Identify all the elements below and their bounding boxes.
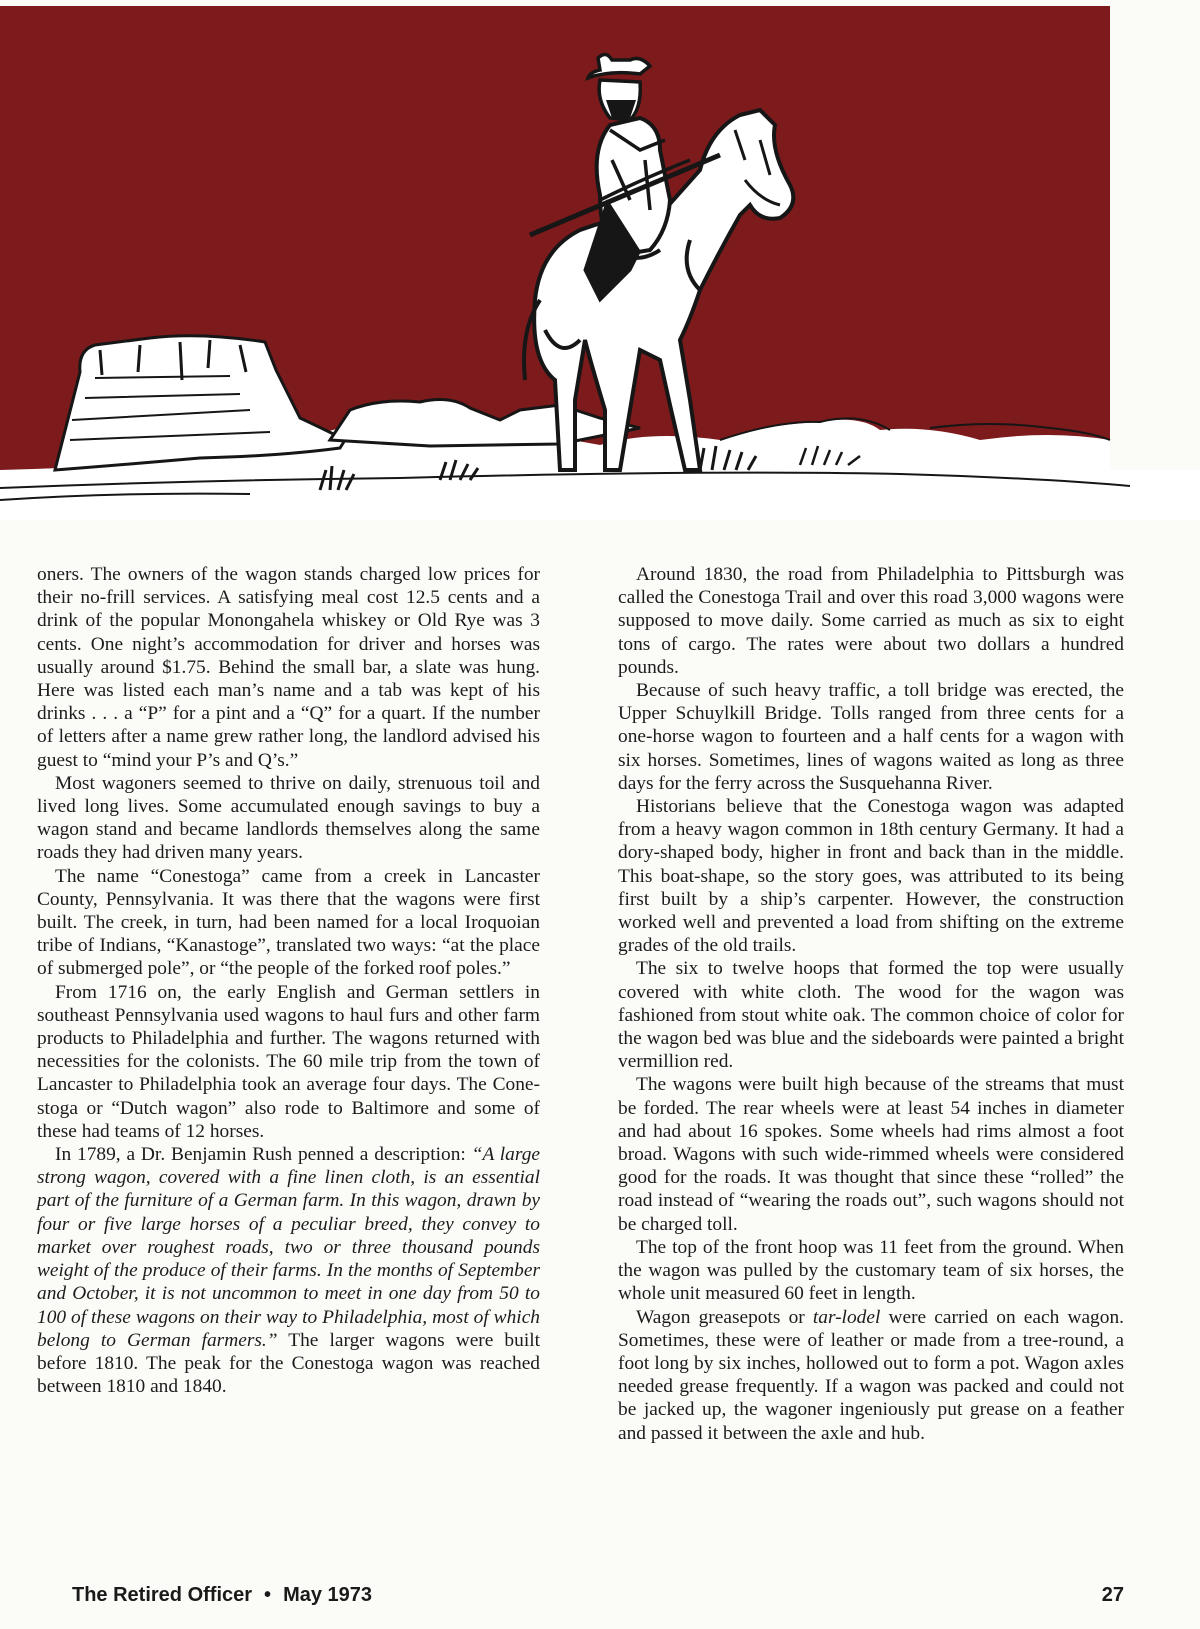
article-column-right (618, 563, 1124, 1445)
article-paragraph (618, 679, 1124, 795)
paragraph-text: Historians believe that the Conestoga wagon was adapted from a heavy wagon common in 18th century Germany. It had a dory-shaped body, higher in front and back than in the middle. This boat-shape, so the story goes, was attributed to its being first built by a ship’s carpenter. However, the construction worked well and prevented a load from shifting on the extreme grades of the old trails. (618, 796, 1124, 957)
paragraph-text: From 1716 on, the early English and German settlers in southeast Pennsylvania used wagons to haul furs and other farm products to Philadelphia and further. The wagons returned with necessities for the colonists. The 60 mile trip from the town of Lancaster to Philadelphia took an average four days. The Conestoga or “Dutch wagon” also rode to Baltimore and some of these had teams of 12 horses. (37, 981, 540, 1142)
italic-text: “A large strong wagon, covered with a fine linen cloth, is an essential part of the furniture of a German farm. In this wagon, drawn by four or five large horses of a peculiar breed, they convey to market over roughest roads, two or three thousand pounds weight of the produce of their farms. In the months of September and October, it is not uncommon to meet in one day from 50 to 100 of these wagons on their way to Philadelphia, most of which belong to German farmers.” (37, 1144, 540, 1351)
issue-date: May 1973 (283, 1584, 373, 1606)
article-paragraph (37, 772, 540, 865)
paragraph-text: The larger wagons were built before 1810. The peak for the Conestoga wagon was reached between 1810 and 1840. (37, 1329, 540, 1398)
footer-publication-line (72, 1584, 372, 1607)
article-paragraph (618, 1306, 1124, 1445)
paragraph-text: The six to twelve hoops that formed the top were usually covered with white cloth. The wood for the wagon was fashioned from stout white oak. The common choice of color for the wagon bed was blue and the sideboards were painted a bright vermillion red. (618, 958, 1124, 1073)
article-column-left (37, 563, 540, 1398)
paragraph-text: Wagon greasepots or (636, 1306, 813, 1328)
article-paragraph (37, 1143, 540, 1398)
article-paragraph (37, 981, 540, 1143)
paragraph-text: The name “Conestoga” came from a creek in Lancaster County, Pennsylvania. It was there that the wagons were first built. The creek, in turn, had been named for a local Iroquoian tribe of Indians, “Kanastoge”, translated two ways: “at the place of submerged pole”, or “the people of the forked roof poles.” (37, 865, 540, 980)
paragraph-text: Around 1830, the road from Philadelphia to Pittsburgh was called the Conestoga Trail and over this road 3,000 wagons were supposed to move daily. Some carried as much as six to eight tons of cargo. The rates were about two dollars a hundred pounds. (618, 564, 1124, 678)
article-paragraph (37, 563, 540, 772)
paragraph-text: The top of the front hoop was 11 feet from the ground. When the wagon was pulled by the customary team of six horses, the whole unit measured 60 feet in length. (618, 1236, 1124, 1305)
article-paragraph (37, 865, 540, 981)
page-number: 27 (1101, 1584, 1124, 1606)
paragraph-text: Most wagoners seemed to thrive on daily, strenuous toil and lived long lives. Some accumulated enough savings to buy a wagon stand and became landlords themselves along the same roads they had driven many years. (37, 772, 540, 864)
article-paragraph (618, 957, 1124, 1073)
paragraph-text: In 1789, a Dr. Benjamin Rush penned a description: (55, 1144, 472, 1166)
article-paragraph (618, 1073, 1124, 1235)
footer-separator: • (264, 1584, 272, 1606)
hero-illustration (0, 0, 1200, 520)
paragraph-text: Because of such heavy traffic, a toll bridge was erected, the Upper Schuylkill Bridge. Tolls ranged from three cents for a one-horse wagon to fourteen and a half cents for a wagon with six horses. Sometimes, lines of wagons waited as long as three days for the ferry across the Susquehanna River. (618, 680, 1124, 794)
article-paragraph (618, 1236, 1124, 1306)
italic-text: tar-lodel (812, 1306, 881, 1328)
paragraph-text: were carried on each wagon. Sometimes, these were of leather or made from a tree-round, a foot long by six inches, hollowed out to form a pot. Wagon axles needed grease frequently. If a wagon was packed and could not be jacked up, the wagoner ingeniously put grease on a feather and passed it between the axle and hub. (618, 1306, 1124, 1444)
paragraph-text: The wagons were built high because of the streams that must be forded. The rear wheels were at least 54 inches in diameter and had about 16 spokes. Some wheels had rims almost a foot broad. Wagons with such wide-rimmed wheels were considered good for the roads. It was thought that since these “rolled” the road instead of “wearing the roads out”, such wagons should not be charged toll. (618, 1074, 1124, 1235)
publication-name: The Retired Officer (72, 1584, 253, 1606)
paragraph-text: oners. The owners of the wagon stands charged low prices for their no-frill services. A satisfying meal cost 12.5 cents and a drink of the popular Monongahela whiskey or Old Rye was 3 cents. One night’s accommodation for driver and horses was usually around $1.75. Behind the small bar, a slate was hung. Here was listed each man’s name and a tab was kept of his drinks . . . a “P” for a pint and a “Q” for a quart. If the number of letters after a name grew rather long, the landlord advised his guest to “mind your P’s and Q’s.” (37, 564, 540, 771)
article-paragraph (618, 795, 1124, 957)
article-paragraph (618, 563, 1124, 679)
